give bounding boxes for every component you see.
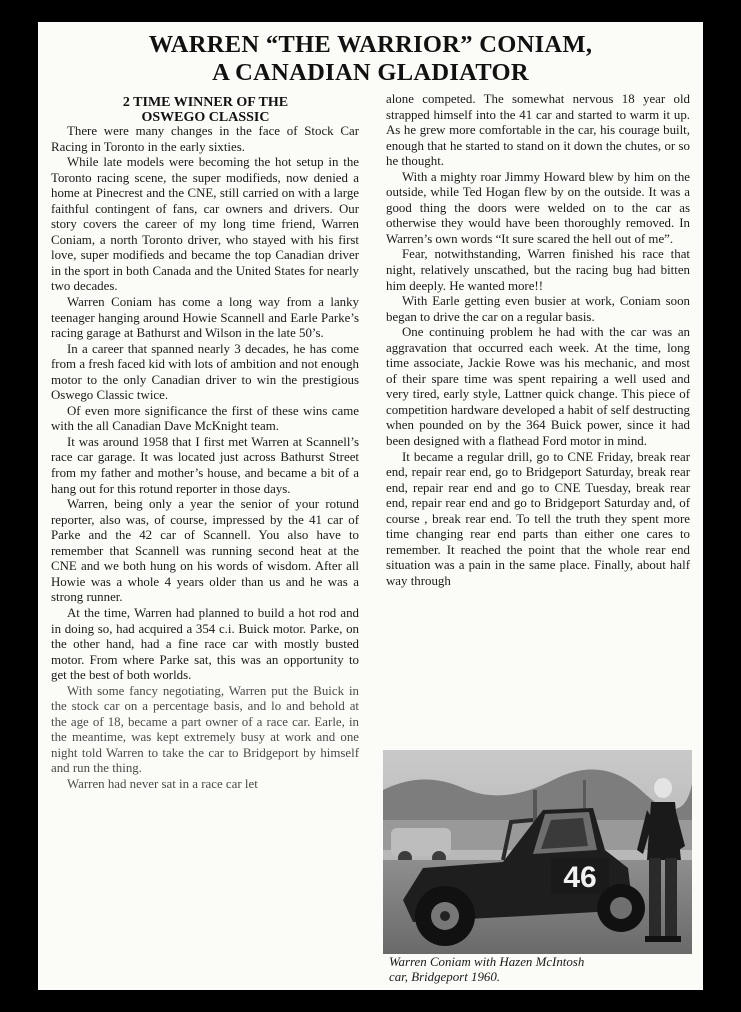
right-column <box>386 92 690 590</box>
photo-caption <box>389 955 689 985</box>
race-car-photo-art <box>383 750 692 954</box>
caption-line-1: Warren Coniam with Hazen McIntosh <box>389 955 585 969</box>
paragraph: Warren Coniam has come a long way from a lanky teenager hanging around Howie Scannell and Earle Parke’s racing garage at Bathurst and Wilson in the late 50’s. <box>51 295 359 341</box>
article-title-line-1: WARREN “THE WARRIOR” CONIAM, <box>148 31 593 58</box>
race-car-photo <box>383 750 692 954</box>
paragraph: Fear, notwithstanding, Warren finished his race that night, relatively unscathed, but the racing bug had bitten him deeply. He wanted more!! <box>386 247 690 293</box>
paragraph: In a career that spanned nearly 3 decades, he has come from a fresh faced kid with lots of ambition and not enough motor to the only Canadian driver to win the prestigious Oswego Classic twice. <box>51 341 359 403</box>
paragraph: Of even more significance the first of these wins came with the all Canadian Dave McKnight team. <box>51 403 359 434</box>
paragraph: It became a regular drill, go to CNE Friday, break rear end, repair rear end, go to Bridgeport Saturday, break rear end, repair rear end and go to CNE Tuesday, break rear end, repair rear end and go to Bridgeport Saturday and, of course , break rear end. To tell the truth they spent more time changing rear end parts than either one cares to remember. It reached the point that the whole rear end situation was a pain in the same place. Finally, about half way through <box>386 449 690 588</box>
subheading-line-1: 2 TIME WINNER OF THE <box>122 95 289 110</box>
paragraph: Warren, being only a year the senior of your rotund reporter, also was, of course, impressed by the 41 car of Parke and the 42 car of Scannell. You also have to remember that Scannell was running second heat at the CNE and we both hung on his words of wisdom. After all Howie was a whole 4 years older than us and he was a strong runner. <box>51 497 359 605</box>
magazine-page <box>38 22 703 990</box>
paragraph: While late models were becoming the hot setup in the Toronto racing scene, the super modifieds, now denied a home at Pinecrest and the CNE, still carried on with a large faithful contingent of fans, car owners and drivers. Our story covers the career of my long time friend, Warren Coniam, a north Toronto driver, who stayed with his first love, super modifieds and became the top Canadian driver in the sport in both Canada and the United States for nearly two decades. <box>51 155 359 294</box>
paragraph: There were many changes in the face of Stock Car Racing in Toronto in the early sixties. <box>51 124 359 154</box>
article-title-line-2: A CANADIAN GLADIATOR <box>212 59 529 86</box>
paragraph: It was around 1958 that I first met Warren at Scannell’s race car garage. It was located just across Bathurst Street from my father and mother’s house, and became a bit of a hang out for this rotund reporter in those days. <box>51 434 359 496</box>
paragraph: With a mighty roar Jimmy Howard blew by him on the outside, while Ted Hogan flew by on the outside. It was a good thing the doors were welded on to the car as otherwise they would have been thoroughly removed. In Warren’s own words “It sure scared the hell out of me”. <box>386 169 690 246</box>
paragraph: With Earle getting even busier at work, Coniam soon began to drive the car on a regular basis. <box>386 294 690 324</box>
subheading-line-2: OSWEGO CLASSIC <box>141 110 270 125</box>
paragraph: alone competed. The somewhat nervous 18 year old strapped himself into the 41 car and started to warm it up. As he grew more comfortable in the car, his courage built, enough that he started to stand on it down the chutes, or so he thought. <box>386 92 690 169</box>
paragraph: One continuing problem he had with the car was an aggravation that occurred each week. At the time, long time associate, Jackie Rowe was his mechanic, and most of their spare time was spent repairing a well used and very tired, early style, Lattner quick change. This piece of competition hardware developed a habit of self destructing when pounded on by the 364 Buick power, since it had been designed with a flathead Ford motor in mind. <box>386 325 690 449</box>
left-column <box>51 124 359 793</box>
paragraph: At the time, Warren had planned to build a hot rod and in doing so, had acquired a 354 c.i. Buick motor. Parke, on the other hand, had a fine race car with mostly busted motor. From where Parke sat, this was an opportunity to get the best of both worlds. <box>51 605 359 683</box>
paragraph: Warren had never sat in a race car let <box>67 776 258 791</box>
car-number: 46 <box>563 861 597 894</box>
paragraph: With some fancy negotiating, Warren put the Buick in the stock car on a percentage basis, and lo and behold at the age of 18, became a part owner of a race car. Earle, in the meantime, was kept extremely busy at work and one night told Warren to take the car to Bridgeport by himself and run the thing. <box>51 683 359 776</box>
caption-line-2: car, Bridgeport 1960. <box>389 970 500 984</box>
